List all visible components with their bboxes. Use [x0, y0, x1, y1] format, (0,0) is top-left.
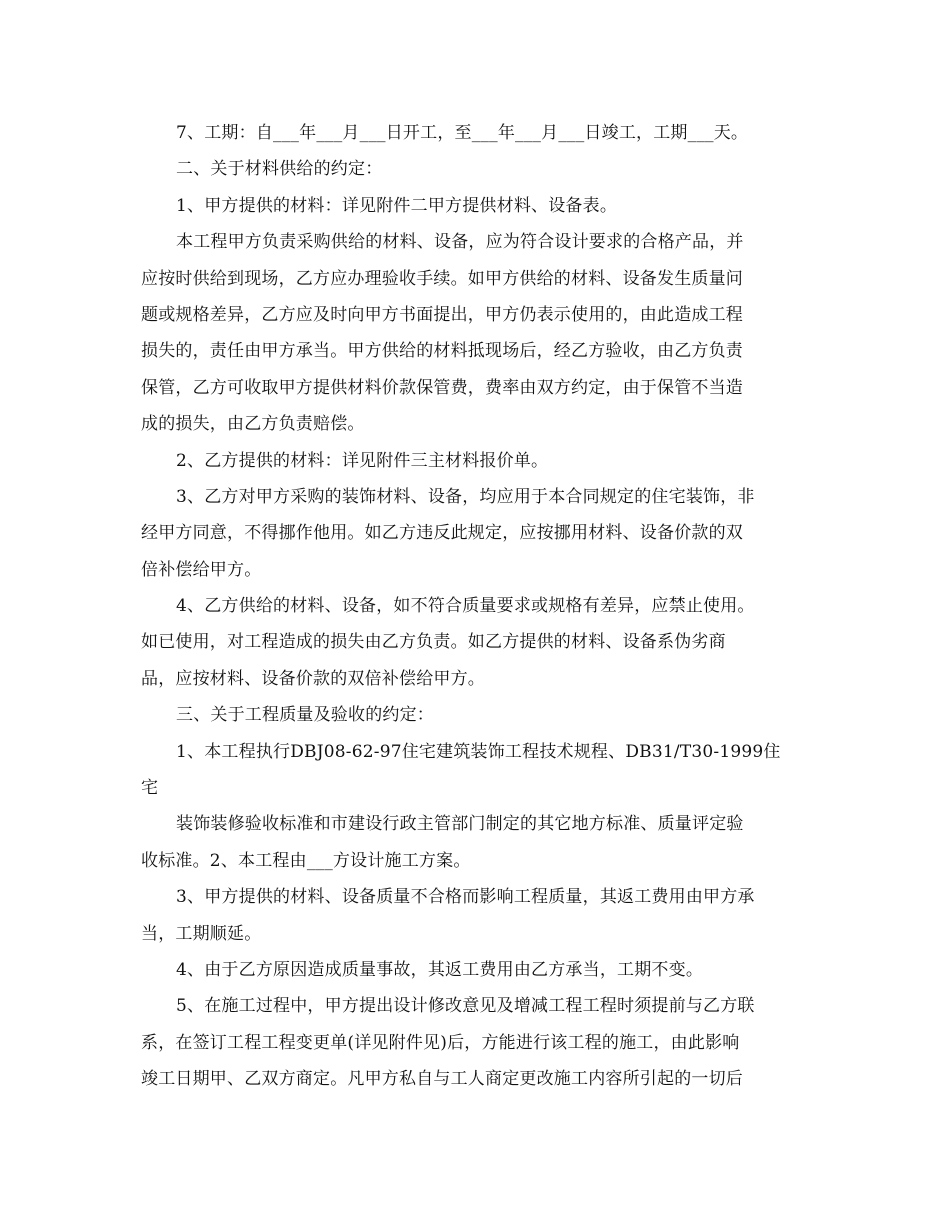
paragraph-line: 宅: [141, 778, 159, 799]
paragraph-line: 经甲方同意，不得挪作他用。如乙方违反此规定，应按挪用材料、设备价款的双: [141, 523, 743, 544]
paragraph-line: 保管，乙方可收取甲方提供材料价款保管费，费率由双方约定，由于保管不当造: [141, 377, 743, 398]
paragraph-line: 损失的，责任由甲方承当。甲方供给的材料抵现场后，经乙方验收，由乙方负责: [141, 341, 743, 362]
clause-2-1-line: 1、甲方提供的材料：详见附件二甲方提供材料、设备表。: [176, 195, 618, 216]
paragraph-line: 竣工日期甲、乙双方商定。凡甲方私自与工人商定更改施工内容所引起的一切后: [141, 1069, 743, 1090]
clause-3-1-line: 1、本工程执行DBJ08-62-97住宅建筑装饰工程技术规程、DB31/T30-1999住: [176, 741, 781, 762]
clause-3-4-line: 4、由于乙方原因造成质量事故，其返工费用由乙方承当，工期不变。: [176, 959, 704, 980]
paragraph-line: 装饰装修验收标准和市建设行政主管部门制定的其它地方标准、质量评定验: [176, 814, 744, 835]
clause-7-duration: 7、工期：自___年___月___日开工，至___年___月___日竣工，工期___天。: [176, 123, 749, 143]
paragraph-line: 本工程甲方负责采购供给的材料、设备，应为符合设计要求的合格产品，并: [176, 232, 744, 253]
paragraph-line: 系，在签订工程工程变更单(详见附件见)后，方能进行该工程的施工，由此影响: [141, 1032, 740, 1053]
clause-2-4-line: 4、乙方供给的材料、设备，如不符合质量要求或规格有差异，应禁止使用。: [176, 596, 755, 617]
paragraph-line: 如已使用，对工程造成的损失由乙方负责。如乙方提供的材料、设备系伪劣商: [141, 632, 726, 653]
document-body: [141, 115, 809, 1098]
section-3-heading: 三、关于工程质量及验收的约定：: [176, 705, 434, 726]
clause-2-2-line: 2、乙方提供的材料：详见附件三主材料报价单。: [176, 450, 549, 471]
paragraph-line: 应按时供给到现场，乙方应办理验收手续。如甲方供给的材料、设备发生质量问: [141, 268, 743, 289]
clause-2-3-line: 3、乙方对甲方采购的装饰材料、设备，均应用于本合同规定的住宅装饰，非: [176, 486, 755, 507]
clause-3-3-line: 3、甲方提供的材料、设备质量不合格而影响工程质量，其返工费用由甲方承: [176, 887, 755, 908]
paragraph-line: 当，工期顺延。: [141, 923, 262, 944]
paragraph-line: 题或规格差异，乙方应及时向甲方书面提出，甲方仍表示使用的，由此造成工程: [141, 304, 743, 325]
paragraph-line: 收标准。2、本工程由___方设计施工方案。: [141, 850, 471, 871]
clause-3-5-line: 5、在施工过程中，甲方提出设计修改意见及增减工程工程时须提前与乙方联: [176, 996, 755, 1017]
paragraph-line: 倍补偿给甲方。: [141, 559, 262, 580]
paragraph-line: 成的损失，由乙方负责赔偿。: [141, 414, 365, 435]
paragraph-line: 品，应按材料、设备价款的双倍补偿给甲方。: [141, 668, 485, 689]
section-2-heading: 二、关于材料供给的约定：: [176, 159, 383, 180]
